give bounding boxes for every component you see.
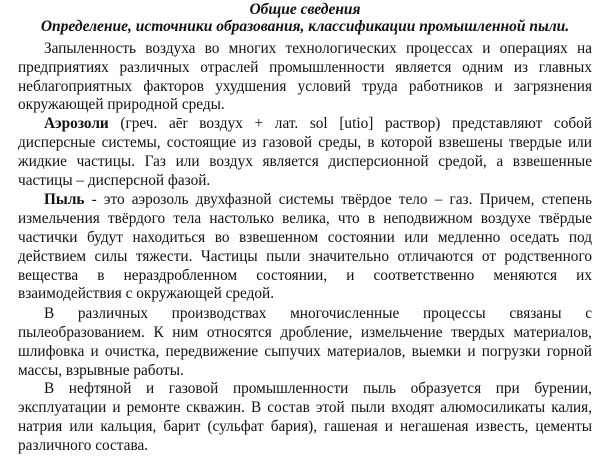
- paragraph-dust-definition: [18, 191, 592, 304]
- paragraph-dust-pollution: [18, 40, 592, 115]
- paragraph-text: В нефтяной и газовой промышленности пыль образуется при бурении, эксплуатации и ремонте скважин. В состав этой пыли входят алюмосиликаты калия, натрия или кальция, барит (сульфат бария), гашеная и негашеная известь, цементы различного состава.: [18, 380, 592, 454]
- paragraph-text: (греч. aēr воздух + лат. sol [utio] раствор) представляют собой дисперсные системы, состоящие из газовой среды, в которой взвешены твердые или жидкие частицы. Газ или воздух является дисперсионной средой, а взвешенные частицы – дисперсной фазой.: [18, 115, 592, 189]
- paragraph-text: В различных производствах многочисленные процессы связаны с пылеобразованием. К ним относятся дробление, измельчение твердых материалов, шлифовка и очистка, передвижение сыпучих материалов, выемки и погрузки горной массы, взрывные работы.: [18, 305, 592, 379]
- page-title: Общие сведения: [249, 1, 361, 18]
- term-dust: Пыль: [44, 191, 85, 209]
- paragraph-text: - это аэрозоль двухфазной системы твёрдое тело – газ. Причем, степень измельчения твёрдого тела настолько велика, что в неподвижном воздухе твёрдые частички будут находиться во взвешенном состоянии или медленно оседать под действием силы тяжести. Частицы пыли значительно отличаются от родственного вещества в нераздробленном состоянии, и соответственно меняются их взаимодействия с окружающей средой.: [18, 191, 592, 303]
- paragraph-text: Запыленность воздуха во многих технологических процессах и операциях на предприятиях различных отраслей промышленности является одним из главных неблагоприятных факторов ухудшения условий труда работников и загрязнения окружающей природной среды.: [18, 40, 592, 114]
- paragraph-oil-gas-dust: [18, 380, 592, 455]
- document-page: [0, 1, 612, 463]
- paragraph-aerosols: [18, 115, 592, 190]
- term-aerosols: Аэрозоли: [44, 115, 109, 133]
- section-subtitle: Определение, источники образования, классификации промышленной пыли.: [40, 18, 570, 35]
- paragraph-dust-sources: [18, 305, 592, 380]
